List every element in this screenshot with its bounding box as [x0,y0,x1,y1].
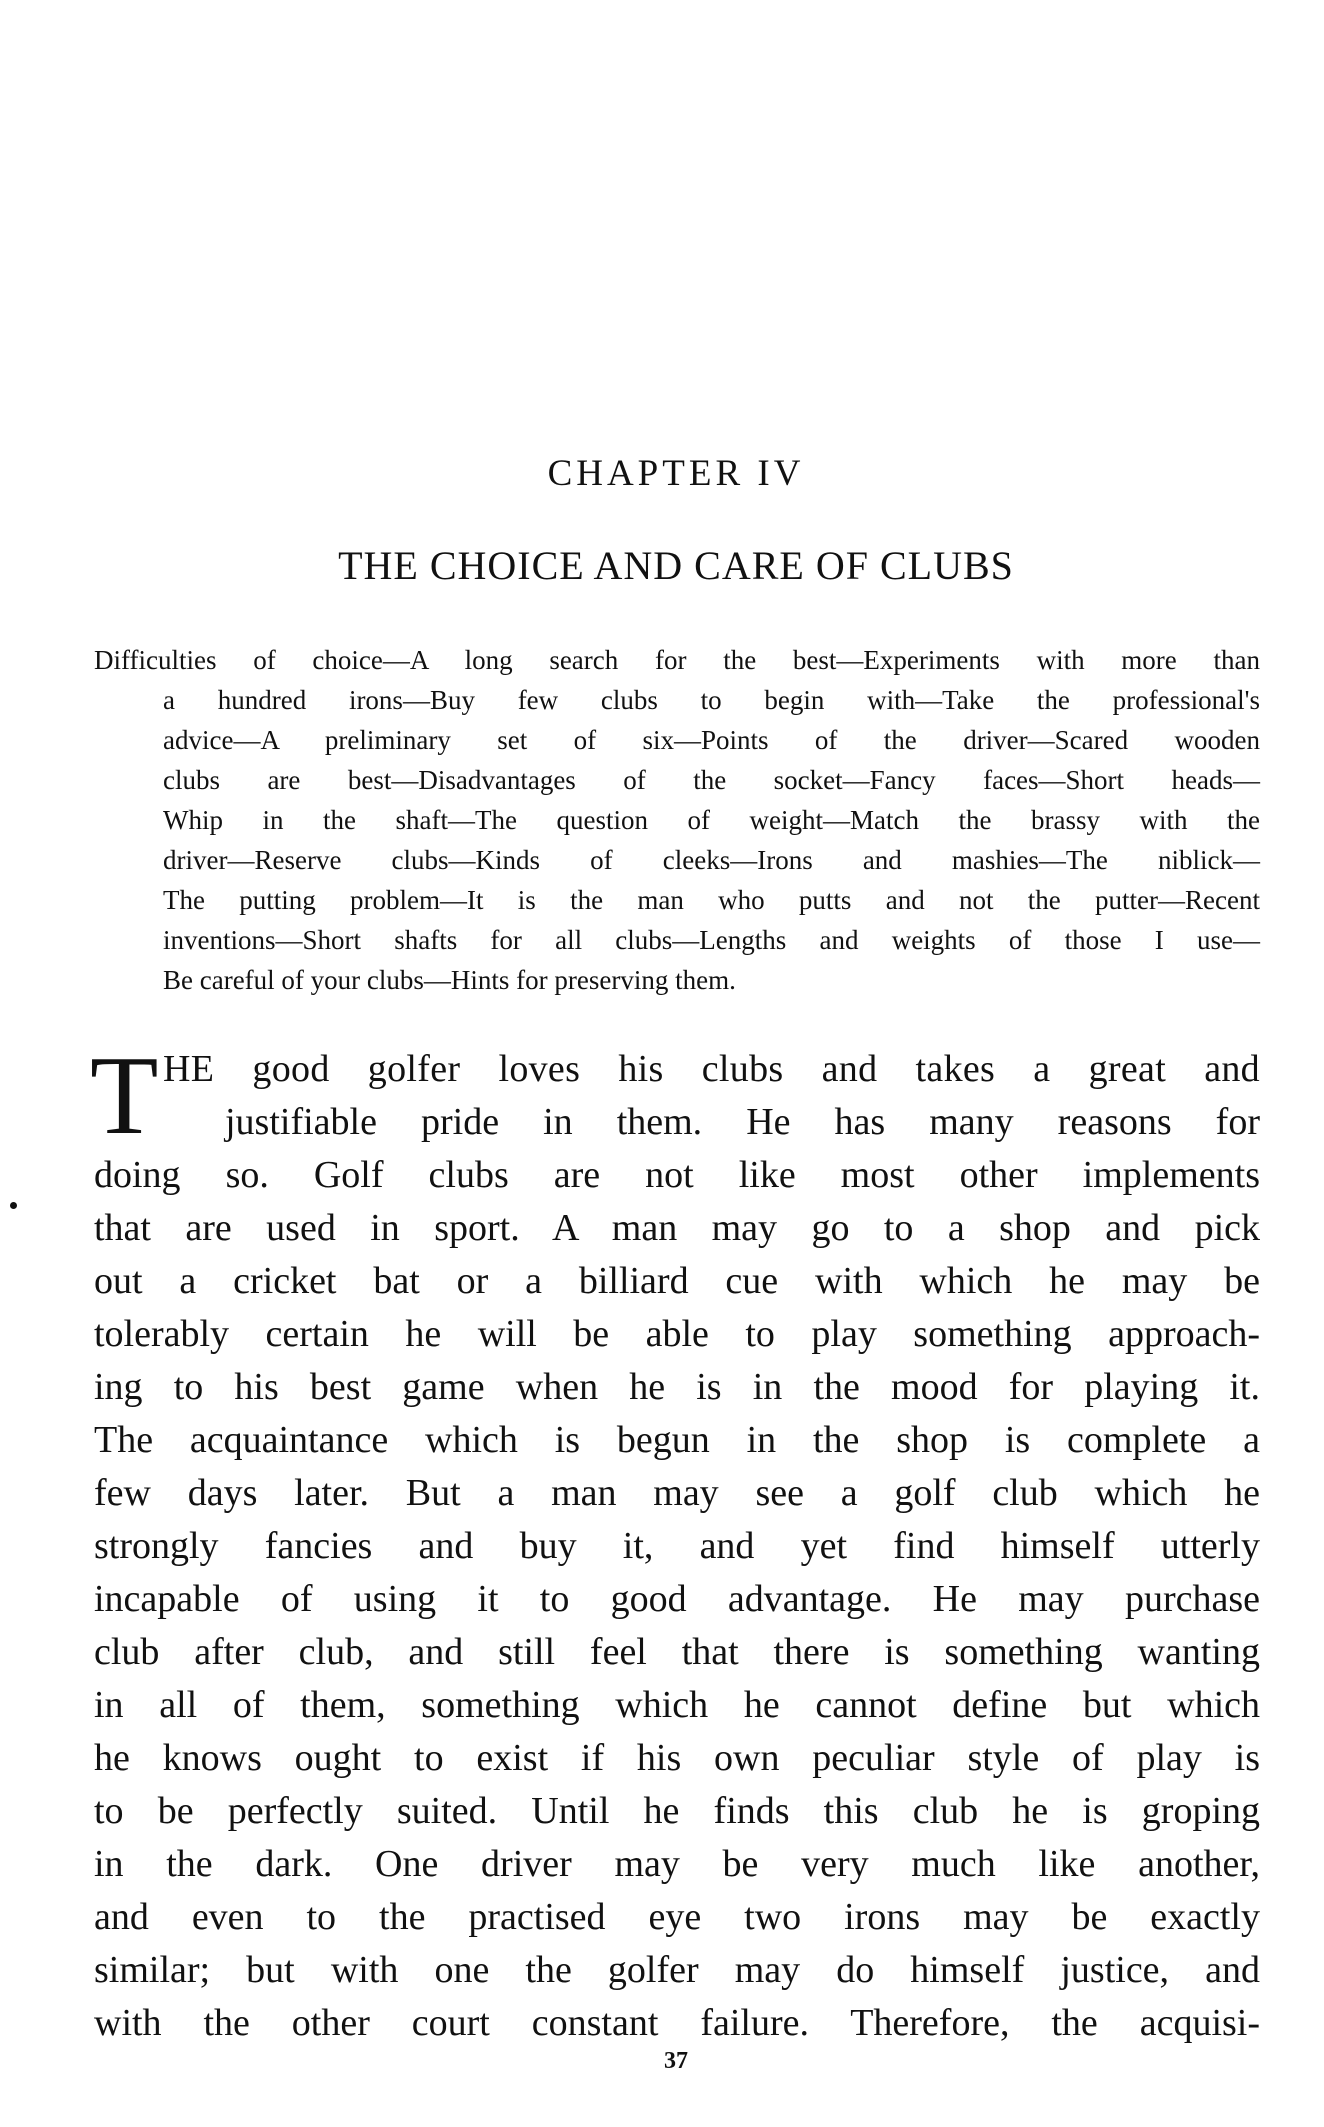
body-line: strongly fancies and buy it, and yet find himself utterly [94,1525,1260,1567]
synopsis-line: driver—Reserve clubs—Kinds of cleeks—Irons and mashies—The niblick— [163,845,1260,875]
body-line: club after club, and still feel that there is something wanting [94,1631,1260,1673]
body-line: similar; but with one the golfer may do himself justice, and [94,1949,1260,1991]
body-line: justifiable pride in them. He has many reasons for [225,1101,1260,1143]
body-line: tolerably certain he will be able to play something approach- [94,1313,1260,1355]
chapter-synopsis [94,640,1260,1000]
synopsis-line: a hundred irons—Buy few clubs to begin with—Take the professional's [163,685,1260,715]
body-line: in all of them, something which he cannot define but which [94,1684,1260,1726]
synopsis-line: Whip in the shaft—The question of weight—Match the brassy with the [163,805,1260,835]
synopsis-line: advice—A preliminary set of six—Points of the driver—Scared wooden [163,725,1260,755]
body-line: in the dark. One driver may be very much like another, [94,1843,1260,1885]
synopsis-line: inventions—Short shafts for all clubs—Lengths and weights of those I use— [163,925,1260,955]
page-number: 37 [664,2048,688,2074]
body-line: incapable of using it to good advantage. He may purchase [94,1578,1260,1620]
body-line: he knows ought to exist if his own peculiar style of play is [94,1737,1260,1779]
chapter-title: THE CHOICE AND CARE OF CLUBS [338,543,1014,588]
body-line: The acquaintance which is begun in the shop is complete a [94,1419,1260,1461]
synopsis-line: clubs are best—Disadvantages of the socket—Fancy faces—Short heads— [163,765,1260,795]
body-line: ing to his best game when he is in the mood for playing it. [94,1366,1260,1408]
drop-cap: T [90,1034,159,1158]
synopsis-line: Be careful of your clubs—Hints for preserving them. [163,965,736,995]
body-text [94,1043,1260,2050]
body-line: few days later. But a man may see a golf club which he [94,1472,1260,1514]
synopsis-line: The putting problem—It is the man who putts and not the putter—Recent [163,885,1260,915]
body-line: and even to the practised eye two irons may be exactly [94,1896,1260,1938]
body-line: doing so. Golf clubs are not like most other implements [94,1154,1260,1196]
body-line: with the other court constant failure. Therefore, the acquisi- [94,2002,1260,2044]
body-line: HE good golfer loves his clubs and takes a great and [163,1048,1260,1090]
body-line: out a cricket bat or a billiard cue with which he may be [94,1260,1260,1302]
margin-mark [10,1202,17,1209]
body-line: that are used in sport. A man may go to a shop and pick [94,1207,1260,1249]
chapter-label: CHAPTER IV [547,453,805,494]
body-line: to be perfectly suited. Until he finds this club he is groping [94,1790,1260,1832]
synopsis-line: Difficulties of choice—A long search for the best—Experiments with more than [94,645,1260,675]
